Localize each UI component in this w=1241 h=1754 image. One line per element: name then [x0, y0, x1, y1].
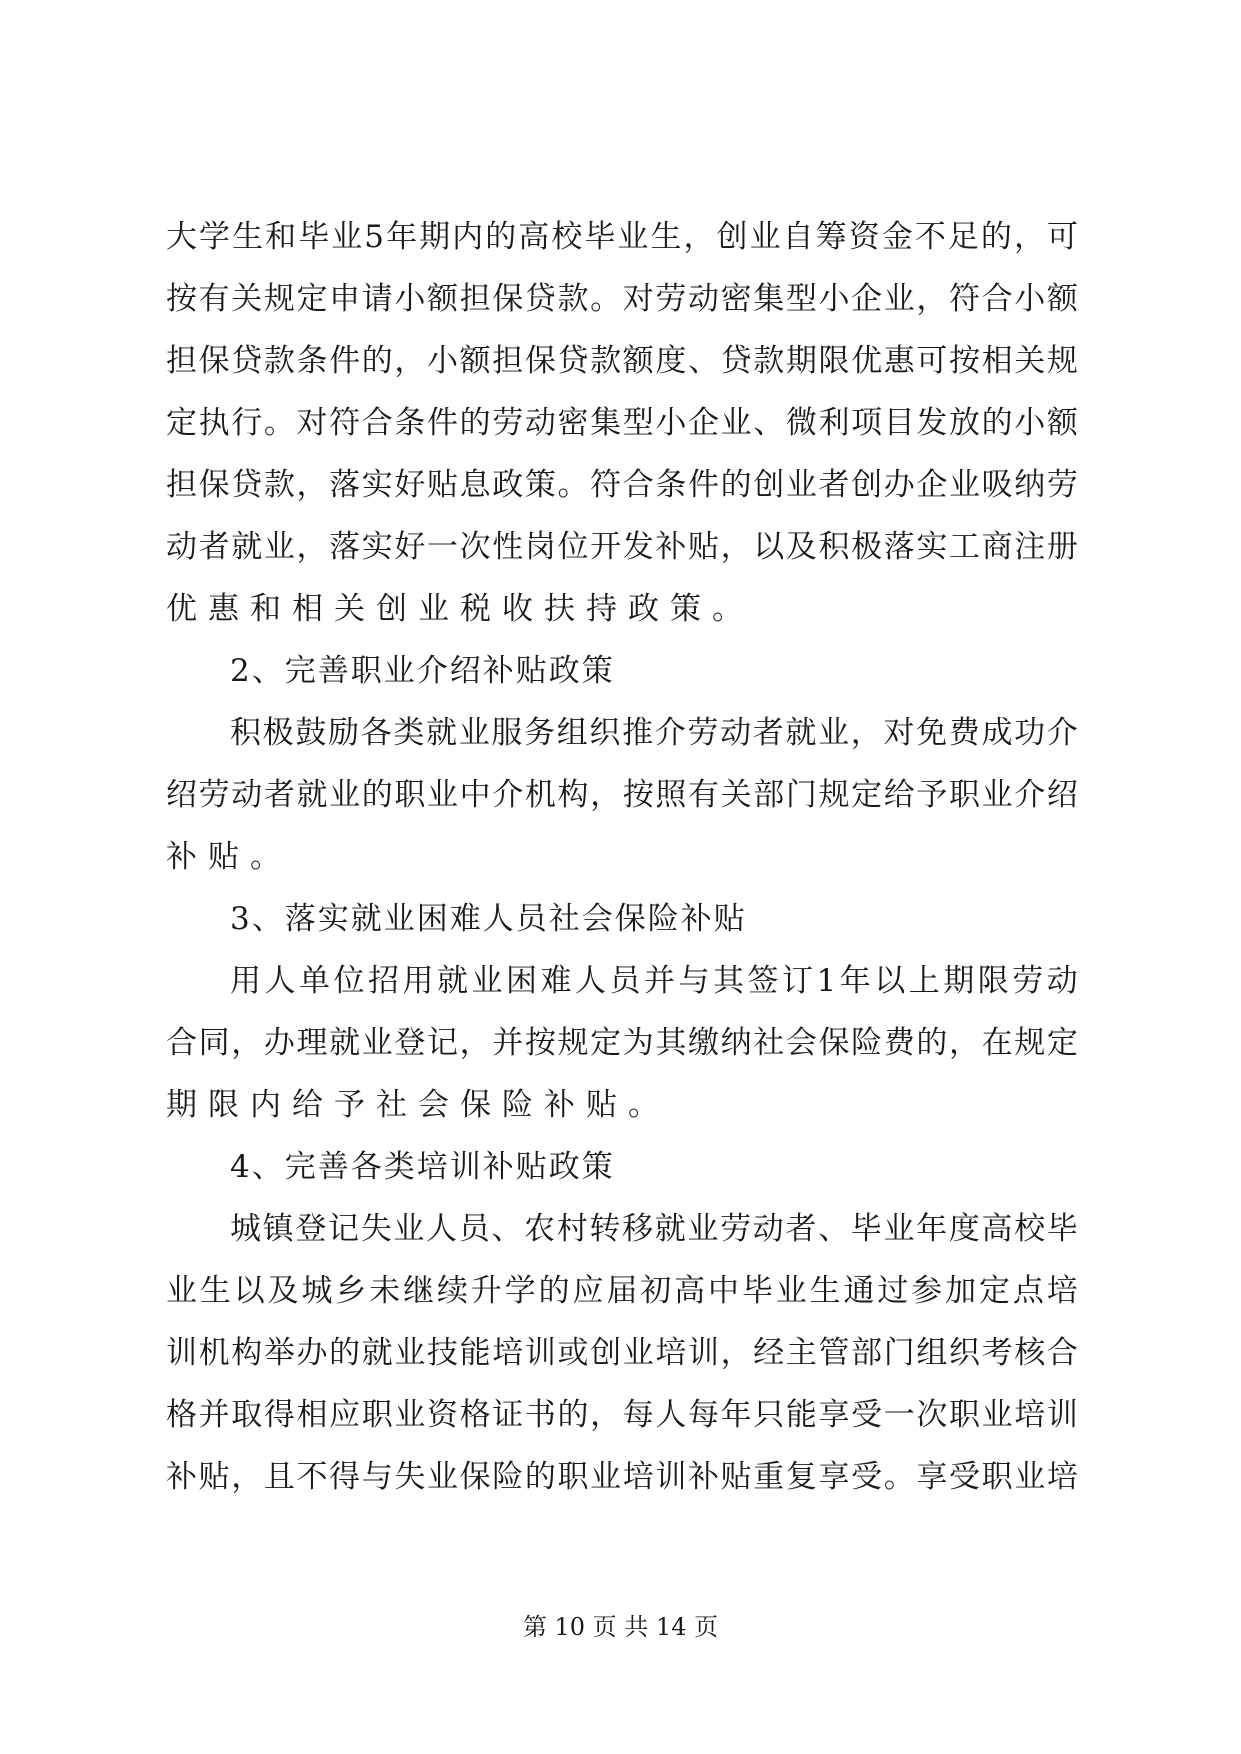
text-line: 按 有 关 规 定 申 请 小 额 担 保 贷 款 。 对 劳 动 密 集 型 小 企 业 ， 符 合 小 额: [166, 281, 1078, 317]
text-line: 城 镇 登 记 失 业 人 员 、 农 村 转 移 就 业 劳 动 者 、 毕 业 年 度 高 校 毕: [230, 1211, 1078, 1247]
line-text: 2、完善职业介绍补贴政策: [230, 653, 615, 689]
text-line: 格 并 取 得 相 应 职 业 资 格 证 书 的 ， 每 人 每 年 只 能 享 受 一 次 职 业 培 训: [166, 1397, 1078, 1433]
section-heading: [166, 888, 1078, 950]
line-text: 3、落实就业困难人员社会保险补贴: [230, 901, 747, 937]
text-line: 积 极 鼓 励 各 类 就 业 服 务 组 织 推 介 劳 动 者 就 业 ， 对 免 费 成 功 介: [230, 715, 1078, 751]
line-text: 补贴。: [166, 839, 292, 875]
text-line: 绍 劳 动 者 就 业 的 职 业 中 介 机 构 ， 按 照 有 关 部 门 规 定 给 予 职 业 介 绍: [166, 777, 1078, 813]
line-text: 优惠和相关创业税收扶持政策。: [166, 591, 754, 627]
text-line: 用 人 单 位 招 用 就 业 困 难 人 员 并 与 其 签 订 1 年 以 上 期 限 劳 动: [230, 963, 1078, 999]
text-line: 补 贴 ， 且 不 得 与 失 业 保 险 的 职 业 培 训 补 贴 重 复 享 受 。 享 受 职 业 培: [166, 1459, 1078, 1495]
text-line: 担 保 贷 款 条 件 的 ， 小 额 担 保 贷 款 额 度 、 贷 款 期 限 优 惠 可 按 相 关 规: [166, 343, 1078, 379]
text-line: [166, 826, 1078, 888]
text-line: 大 学 生 和 毕 业 5 年 期 内 的 高 校 毕 业 生 ， 创 业 自 筹 资 金 不 足 的 ， 可: [166, 219, 1078, 255]
page-number: 第 10 页 共 14 页: [522, 1613, 719, 1641]
text-line: 训 机 构 举 办 的 就 业 技 能 培 训 或 创 业 培 训 ， 经 主 管 部 门 组 织 考 核 合: [166, 1335, 1078, 1371]
text-line: 动 者 就 业 ， 落 实 好 一 次 性 岗 位 开 发 补 贴 ， 以 及 积 极 落 实 工 商 注 册: [166, 529, 1078, 565]
page-footer: [0, 1612, 1241, 1642]
section-heading: [166, 640, 1078, 702]
text-line: 合 同 ， 办 理 就 业 登 记 ， 并 按 规 定 为 其 缴 纳 社 会 保 险 费 的 ， 在 规 定: [166, 1025, 1078, 1061]
line-text: 4、完善各类培训补贴政策: [230, 1149, 615, 1185]
text-line: [166, 578, 1078, 640]
line-text: 期限内给予社会保险补贴。: [166, 1087, 670, 1123]
text-line: [166, 1074, 1078, 1136]
section-heading: [166, 1136, 1078, 1198]
text-line: 定 执 行 。 对 符 合 条 件 的 劳 动 密 集 型 小 企 业 、 微 利 项 目 发 放 的 小 额: [166, 405, 1078, 441]
text-line: 担 保 贷 款 ， 落 实 好 贴 息 政 策 。 符 合 条 件 的 创 业 者 创 办 企 业 吸 纳 劳: [166, 467, 1078, 503]
text-line: 业 生 以 及 城 乡 未 继 续 升 学 的 应 届 初 高 中 毕 业 生 通 过 参 加 定 点 培: [166, 1273, 1078, 1309]
document-body: [166, 206, 1078, 1508]
